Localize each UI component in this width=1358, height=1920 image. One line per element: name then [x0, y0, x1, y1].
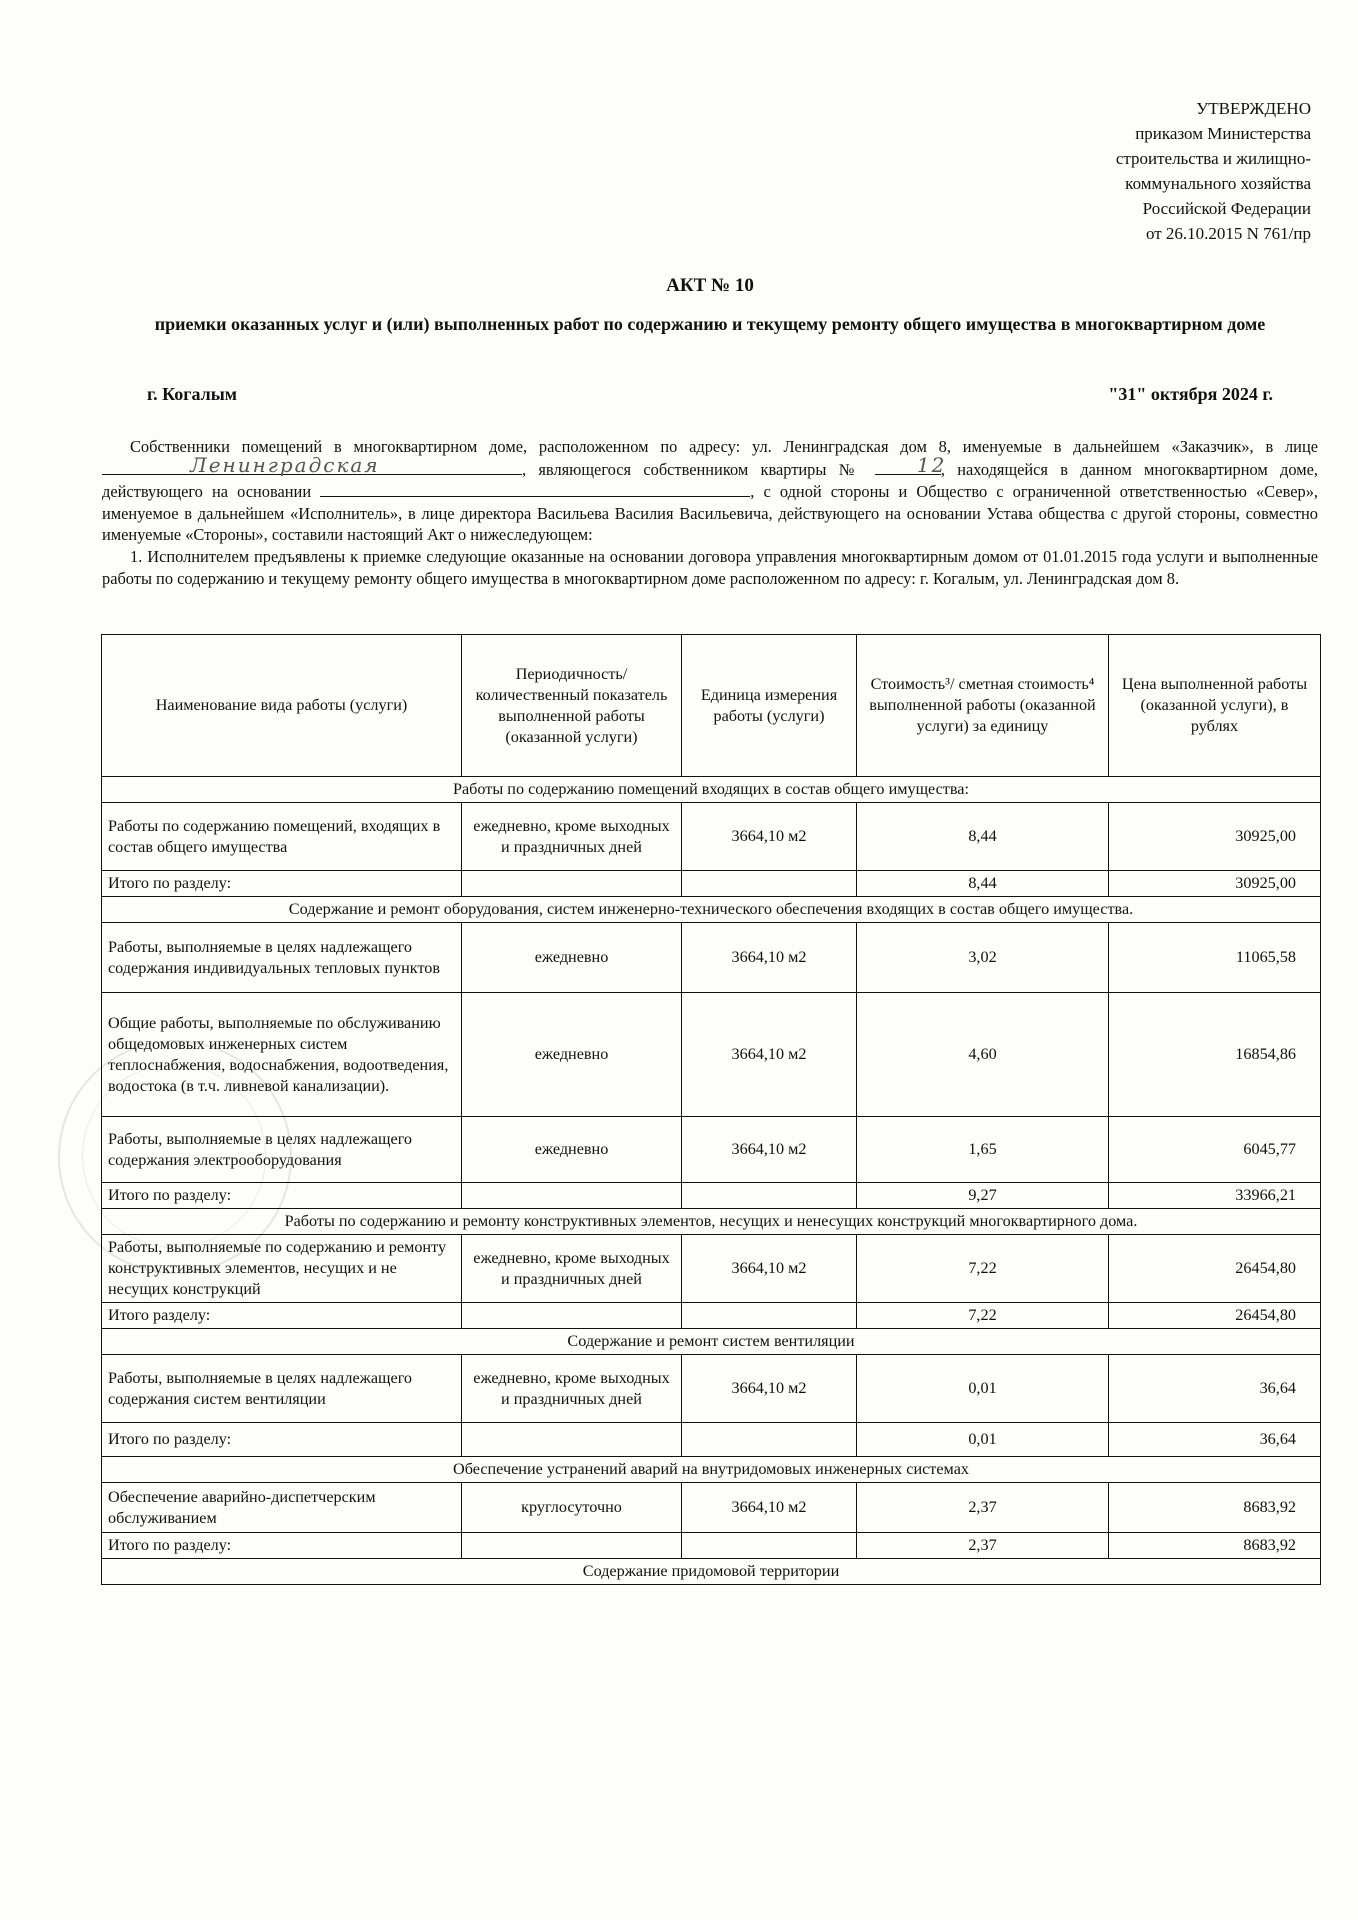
work-cost: 7,22 [857, 1235, 1109, 1303]
empty-cell [682, 1423, 857, 1457]
preamble-paragraph-2: 1. Исполнителем предъявлены к приемке следующие оказанные на основании договора управления многоквартирным домом от 01.01.2015 года услуги и выполненные работы по содержанию и текущему ремонту общего имущества в многоквартирном доме расположенном по адресу: г. Когалым, ул. Ленинградская дом 8. [102, 546, 1318, 588]
section-title: Содержание придомовой территории [102, 1559, 1321, 1585]
total-label: Итого по разделу: [102, 1423, 462, 1457]
empty-cell [682, 1183, 857, 1209]
total-label: Итого разделу: [102, 1303, 462, 1329]
section-title: Обеспечение устранений аварий на внутридомовых инженерных системах [102, 1457, 1321, 1483]
section-title: Содержание и ремонт оборудования, систем инженерно-технического обеспечения входящих в состав общего имущества. [102, 897, 1321, 923]
empty-cell [682, 1303, 857, 1329]
work-cost: 2,37 [857, 1483, 1109, 1533]
work-period: ежедневно, кроме выходных и праздничных дней [462, 803, 682, 871]
empty-cell [462, 1423, 682, 1457]
empty-cell [462, 1533, 682, 1559]
table-header-row [102, 635, 1321, 777]
preamble [102, 436, 1318, 589]
preamble-text: , с одной стороны и Общество с ограниченной ответственностью «Север», именуемое в дальнейшем «Исполнитель», в лице директора Васильева Василия Васильевича, действующего на основании Устава общества с другой стороны, совместно именуемые «Стороны», составили настоящий Акт о нижеследующем: [102, 482, 1318, 545]
work-unit: 3664,10 м2 [682, 1483, 857, 1533]
work-price: 6045,77 [1109, 1117, 1321, 1183]
city: г. Когалым [147, 384, 238, 404]
empty-cell [462, 871, 682, 897]
work-cost: 1,65 [857, 1117, 1109, 1183]
work-period: ежедневно [462, 993, 682, 1117]
work-unit: 3664,10 м2 [682, 1235, 857, 1303]
work-period: ежедневно, кроме выходных и праздничных дней [462, 1235, 682, 1303]
work-period: ежедневно [462, 923, 682, 993]
total-cost: 9,27 [857, 1183, 1109, 1209]
preamble-text: , являющегося собственником квартиры № [522, 459, 863, 479]
approval-line: строительства и жилищно- [1115, 149, 1311, 168]
work-period: круглосуточно [462, 1483, 682, 1533]
work-period: ежедневно, кроме выходных и праздничных дней [462, 1355, 682, 1423]
total-label: Итого по разделу: [102, 1533, 462, 1559]
work-cost: 0,01 [857, 1355, 1109, 1423]
total-cost: 2,37 [857, 1533, 1109, 1559]
table-row [102, 1483, 1321, 1533]
total-price: 30925,00 [1109, 871, 1321, 897]
work-unit: 3664,10 м2 [682, 1355, 857, 1423]
section-total-row [102, 1533, 1321, 1559]
table-row [102, 1117, 1321, 1183]
approval-line: от 26.10.2015 N 761/пр [1145, 224, 1311, 243]
total-price: 8683,92 [1109, 1533, 1321, 1559]
section-total-row [102, 1303, 1321, 1329]
basis-blank [320, 480, 750, 497]
section-title-row [102, 1209, 1321, 1235]
total-price: 33966,21 [1109, 1183, 1321, 1209]
works-table [101, 634, 1321, 1585]
total-price: 26454,80 [1109, 1303, 1321, 1329]
header-cell: Наименование вида работы (услуги) [102, 635, 462, 777]
total-cost: 7,22 [857, 1303, 1109, 1329]
total-label: Итого по разделу: [102, 871, 462, 897]
total-label: Итого по разделу: [102, 1183, 462, 1209]
work-name: Работы, выполняемые в целях надлежащего содержания электрооборудования [102, 1117, 462, 1183]
approval-block [1011, 96, 1311, 246]
table-row [102, 993, 1321, 1117]
handwritten-name: Ленинградская [190, 452, 380, 477]
section-title: Содержание и ремонт систем вентиляции [102, 1329, 1321, 1355]
section-title: Работы по содержанию помещений входящих в состав общего имущества: [102, 777, 1321, 803]
total-price: 36,64 [1109, 1423, 1321, 1457]
work-name: Работы, выполняемые в целях надлежащего содержания индивидуальных тепловых пунктов [102, 923, 462, 993]
work-price: 36,64 [1109, 1355, 1321, 1423]
work-unit: 3664,10 м2 [682, 923, 857, 993]
header-cell: Цена выполненной работы (оказанной услуги), в рублях [1109, 635, 1321, 777]
work-period: ежедневно [462, 1117, 682, 1183]
empty-cell [682, 871, 857, 897]
approval-line: коммунального хозяйства [1125, 174, 1311, 193]
table-row [102, 923, 1321, 993]
work-name: Работы, выполняемые по содержанию и ремонту конструктивных элементов, несущих и не несущих конструкций [102, 1235, 462, 1303]
header-cell: Периодичность/ количественный показатель выполненной работы (оказанной услуги) [462, 635, 682, 777]
section-title-row [102, 1329, 1321, 1355]
total-cost: 0,01 [857, 1423, 1109, 1457]
work-cost: 3,02 [857, 923, 1109, 993]
section-title-row [102, 777, 1321, 803]
work-name: Работы по содержанию помещений, входящих в состав общего имущества [102, 803, 462, 871]
apartment-blank [875, 452, 947, 477]
preamble-paragraph-1 [102, 436, 1318, 546]
work-price: 16854,86 [1109, 993, 1321, 1117]
work-cost: 8,44 [857, 803, 1109, 871]
empty-cell [682, 1533, 857, 1559]
document-subtitle: приемки оказанных услуг и (или) выполненных работ по содержанию и текущему ремонту общего имущества в многоквартирном доме [154, 314, 1266, 334]
preamble-text: Собственники помещений в многоквартирном доме, расположенном по адресу: ул. Ленинградская дом 8, именуемые в дальнейшем «Заказчик», в лице [130, 437, 1318, 456]
table-row [102, 1235, 1321, 1303]
table-row [102, 803, 1321, 871]
section-total-row [102, 871, 1321, 897]
work-price: 11065,58 [1109, 923, 1321, 993]
work-price: 26454,80 [1109, 1235, 1321, 1303]
section-title: Работы по содержанию и ремонту конструктивных элементов, несущих и ненесущих конструкций многоквартирного дома. [102, 1209, 1321, 1235]
document-date: "31" октября 2024 г. [1108, 384, 1273, 404]
name-blank [102, 452, 522, 477]
approval-line: Российской Федерации [1142, 199, 1311, 218]
total-cost: 8,44 [857, 871, 1109, 897]
empty-cell [462, 1183, 682, 1209]
document-title: АКТ № 10 [666, 275, 754, 296]
preamble-text: , находящейся в данном многоквартирном доме, действующего на основании [102, 459, 1318, 502]
approval-line: УТВЕРЖДЕНО [1196, 99, 1311, 118]
work-unit: 3664,10 м2 [682, 1117, 857, 1183]
empty-cell [462, 1303, 682, 1329]
section-title-row [102, 1457, 1321, 1483]
work-name: Обеспечение аварийно-диспетчерским обслуживанием [102, 1483, 462, 1533]
approval-line: приказом Министерства [1135, 124, 1311, 143]
handwritten-apartment: 12 [916, 452, 947, 477]
section-total-row [102, 1423, 1321, 1457]
work-name: Общие работы, выполняемые по обслуживанию общедомовых инженерных систем теплоснабжения, водоснабжения, водоотведения, водостока (в т.ч. ливневой канализации). [102, 993, 462, 1117]
work-price: 8683,92 [1109, 1483, 1321, 1533]
table-row [102, 1355, 1321, 1423]
work-unit: 3664,10 м2 [682, 993, 857, 1117]
work-price: 30925,00 [1109, 803, 1321, 871]
work-name: Работы, выполняемые в целях надлежащего содержания систем вентиляции [102, 1355, 462, 1423]
work-cost: 4,60 [857, 993, 1109, 1117]
section-total-row [102, 1183, 1321, 1209]
section-title-row [102, 897, 1321, 923]
work-unit: 3664,10 м2 [682, 803, 857, 871]
section-title-row [102, 1559, 1321, 1585]
header-cell: Стоимость³/ сметная стоимость⁴ выполненной работы (оказанной услуги) за единицу [857, 635, 1109, 777]
header-cell: Единица измерения работы (услуги) [682, 635, 857, 777]
